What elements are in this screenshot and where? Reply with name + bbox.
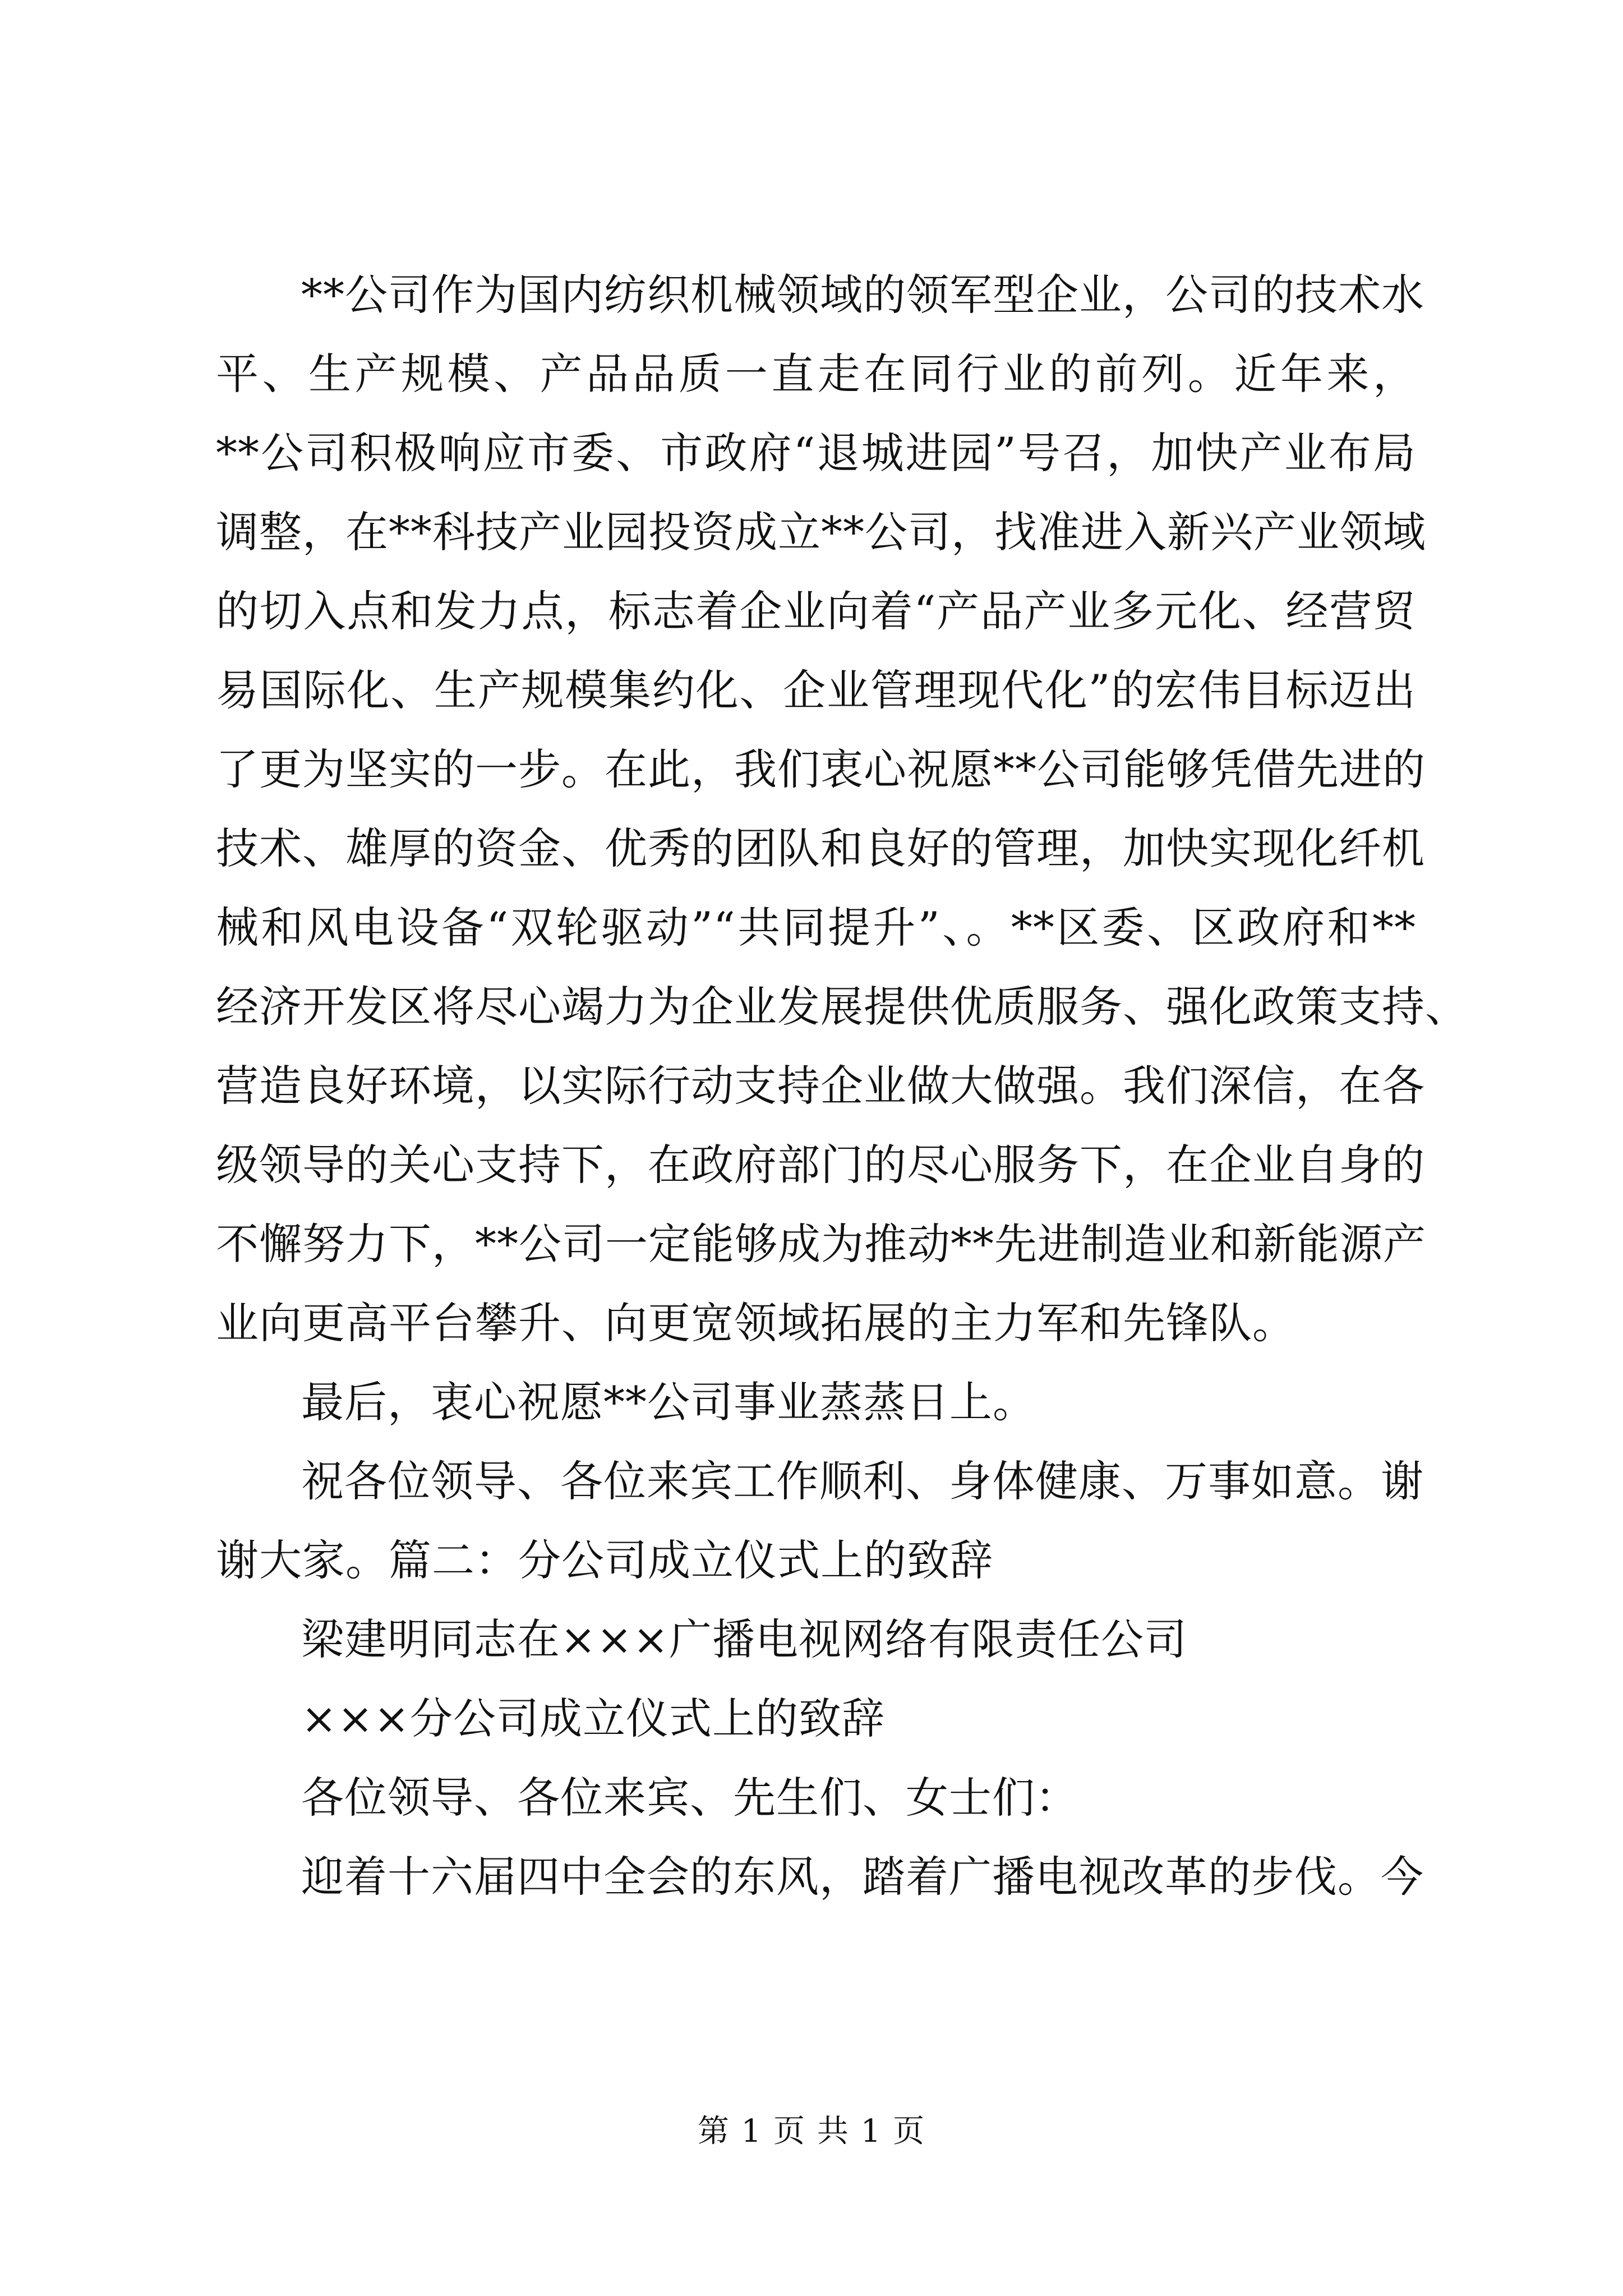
paragraph-line: 经济开发区将尽心竭力为企业发展提供优质服务、强化政策支持、 [216, 982, 1468, 1032]
paragraph-line: 级领导的关心支持下，在政府部门的尽心服务下，在企业自身的 [216, 1140, 1425, 1190]
paragraph-line: 的切入点和发力点，标志着企业向着“产品产业多元化、经营贸 [216, 586, 1416, 636]
salutation-line: 各位领导、各位来宾、先生们、女士们： [301, 1773, 1078, 1823]
page-footer: 第 1 页 共 1 页 [697, 2113, 926, 2150]
paragraph-line: 梁建明同志在×××广播电视网络有限责任公司 [301, 1614, 1188, 1664]
paragraph-line: 械和风电设备“双轮驱动”“共同提升”、。**区委、区政府和** [216, 903, 1416, 953]
paragraph-line: 祝各位领导、各位来宾工作顺利、身体健康、万事如意。谢 [301, 1456, 1424, 1506]
paragraph-line: 不懈努力下，**公司一定能够成为推动**先进制造业和新能源产 [216, 1219, 1426, 1269]
paragraph-line: **公司作为国内纺织机械领域的领军型企业，公司的技术水 [301, 270, 1424, 320]
paragraph-line: 业向更高平台攀升、向更宽领域拓展的主力军和先锋队。 [216, 1298, 1295, 1348]
paragraph-line: 易国际化、生产规模集约化、企业管理现代化”的宏伟目标迈出 [216, 665, 1416, 715]
paragraph-line: 技术、雄厚的资金、优秀的团队和良好的管理，加快实现化纤机 [216, 823, 1425, 873]
paragraph-line: 谢大家。篇二：分公司成立仪式上的致辞 [216, 1535, 993, 1585]
paragraph-line: 最后，衷心祝愿**公司事业蒸蒸日上。 [301, 1377, 1036, 1427]
paragraph-line: 了更为坚实的一步。在此，我们衷心祝愿**公司能够凭借先进的 [216, 744, 1426, 794]
paragraph-line: 迎着十六届四中全会的东风，踏着广播电视改革的步伐。今 [301, 1852, 1424, 1902]
paragraph-line: 营造良好环境，以实际行动支持企业做大做强。我们深信，在各 [216, 1061, 1425, 1111]
document-body [216, 255, 1468, 1916]
paragraph-line: **公司积极响应市委、市政府“退城进园”号召，加快产业布局 [216, 428, 1416, 478]
paragraph-line: 调整，在**科技产业园投资成立**公司，找准进入新兴产业领域 [216, 507, 1426, 557]
paragraph-line: 平、生产规模、产品品质一直走在同行业的前列。近年来， [216, 349, 1416, 399]
paragraph-line: ×××分公司成立仪式上的致辞 [301, 1694, 886, 1743]
